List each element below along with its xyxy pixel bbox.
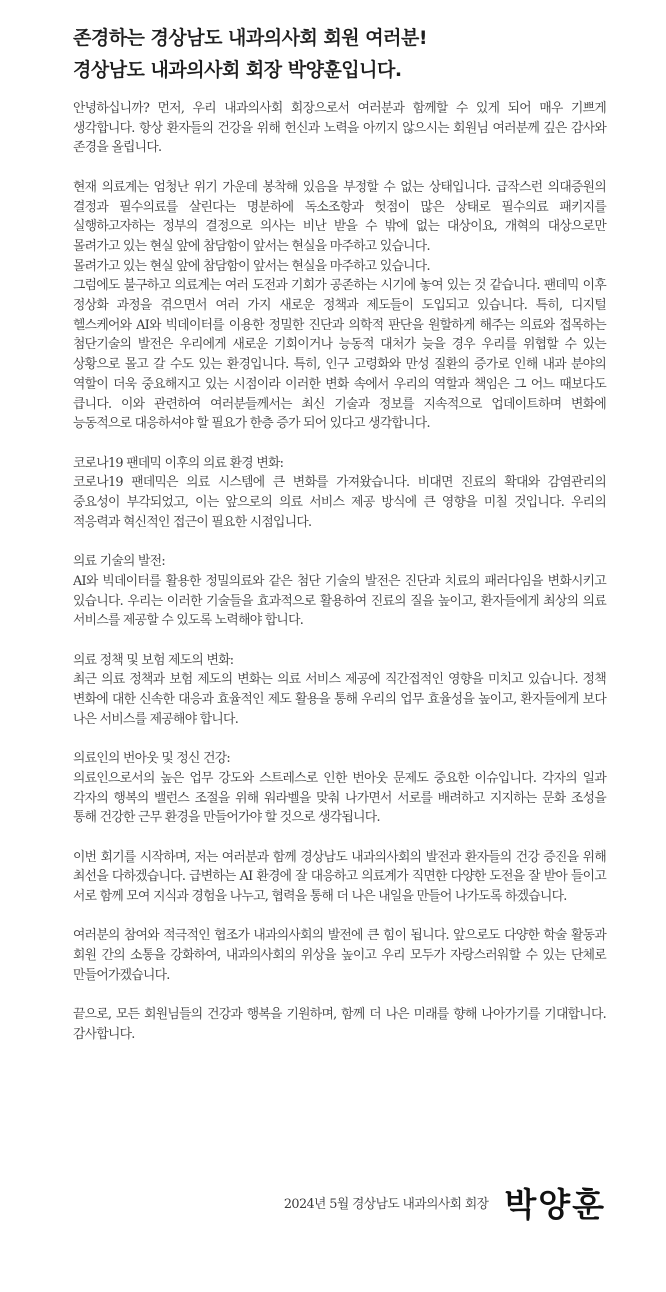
letter-heading [73,22,633,86]
section-title: 코로나19 팬데믹 이후의 의료 환경 변화: [73,455,284,471]
paragraph-greeting: 안녕하십니까? 먼저, 우리 내과의사회 회장으로서 여러분과 함께할 수 있게 되어 매우 기쁘게 생각합니다. 항상 환자들의 건강을 위해 헌신과 노력을 아끼지 않으시는 회원님 여러분께 깊은 감사와 존경을 올립니다. [73,101,606,156]
heading-line-2: 경상남도 내과의사회 회장 박양훈입니다. [73,59,402,81]
section-text: 최근 의료 정책과 보험 제도의 변화는 의료 서비스 제공에 직간접적인 영향을 미치고 있습니다. 정책 변화에 대한 신속한 대응과 효율적인 제도 활용을 통해 우리의 업무 효율성을 높이고, 환자들에게 보다 나은 서비스를 제공해야 합니다. [73,672,606,727]
section-title: 의료 기술의 발전: [73,554,165,570]
section-text: 의료인으로서의 높은 업무 강도와 스트레스로 인한 번아웃 문제도 중요한 이슈입니다. 각자의 일과 각자의 행복의 밸런스 조절을 위해 워라벨을 맞춰 나가면서 서로를 배려하고 지지하는 문화 조성을 통해 건강한 근무 환경을 만들어가야 할 것으로 생각됩니다. [73,770,606,826]
section-pandemic [73,454,606,533]
section-title: 의료 정책 및 보험 제도의 변화: [73,652,234,668]
paragraph-term: 이번 회기를 시작하며, 저는 여러분과 함께 경상남도 내과의사회의 발전과 환자들의 건강 증진을 위해 최선을 다하겠습니다. 급변하는 AI 환경에 잘 대응하고 의료계가 직면한 다양한 도전을 잘 받아 들이고 서로 함께 모여 지식과 경험을 나누고, 협력을 통해 더 나은 내일을 만들어 나가도록 하겠습니다. [73,849,606,905]
paragraph-crisis: 현재 의료계는 엄청난 위기 가운데 봉착해 있음을 부정할 수 없는 상태입니다. 급작스런 의대증원의 결정과 필수의료를 살린다는 명분하에 독소조항과 헛점이 많은 상태로 필수의료 패키지를 실행하고자하는 정부의 결정으로 의사는 비난 받을 수 밖에 없는 대상이요, 개혁의 대상으로만 몰려가고 있는 현실 앞에 참담함이 앞서는 현실을 마주하고 있습니다. [73,179,606,254]
paragraph-thanks: 끝으로, 모든 회원님들의 건강과 행복을 기원하며, 함께 더 나은 미래를 향해 나아가기를 기대합니다. 감사합니다. [73,1007,606,1042]
heading-line-1: 존경하는 경상남도 내과의사회 회원 여러분! [73,27,427,49]
section-text: AI와 빅데이터를 활용한 정밀의료와 같은 첨단 기술의 발전은 진단과 치료의 패러다임을 변화시키고 있습니다. 우리는 이러한 기술들을 효과적으로 활용하여 진료의 질을 높이고, 환자들에게 최상의 의료 서비스를 제공할 수 있도록 노력해야 합니다. [73,573,606,629]
letter-body [73,99,606,1064]
section-text: 코로나19 팬데믹은 의료 시스템에 큰 변화를 가져왔습니다. 비대면 진료의 확대와 감염관리의 중요성이 부각되었고, 이는 앞으로의 의료 서비스 제공 방식에 큰 영향을 미칠 것입니다. 우리의 적응력과 혁신적인 접근이 필요한 시점입니다. [73,475,606,530]
section-policy [73,651,606,730]
signature-block [230,1180,606,1224]
paragraph-opportunity: 그럼에도 불구하고 의료계는 여러 도전과 기회가 공존하는 시기에 놓여 있는 것 같습니다. 팬데믹 이후 정상화 과정을 겪으면서 여러 가지 새로운 정책과 제도들이 도입되고 있습니다. 특히, 디지털 헬스케어와 AI와 빅데이터를 이용한 정밀한 진단과 의학적 판단을 원할하게 해주는 의료와 접목하는 첨단기술의 발전은 우리에게 새로운 기회이거나 능동적 대처가 늦을 경우 우리를 위협할 수 있는 상황으로 몰고 갈 수도 있는 환경입니다. 특히, 인구 고령화와 만성 질환의 증가로 인해 내과 분야의 역할이 더욱 중요해지고 있는 시점이라 이러한 변화 속에서 우리의 역할과 책임은 그 어느 때보다도 큽니다. 이와 관련하여 여러분들께서는 최신 기술과 정보를 지속적으로 업데이트하며 변화에 능동적으로 대응하셔야 할 필요가 한층 증가 되어 있다고 생각합니다. [73,278,606,432]
signature-name: 박양훈 [504,1184,606,1224]
section-technology [73,552,606,631]
section-title: 의료인의 번아웃 및 정신 건강: [73,751,231,767]
section-burnout [73,749,606,828]
signature-date-org: 2024년 5월 경상남도 내과의사회 회장 [283,1196,489,1212]
paragraph-participation: 여러분의 참여와 적극적인 협조가 내과의사회의 발전에 큰 힘이 됩니다. 앞으로도 다양한 학술 활동과 회원 간의 소통을 강화하여, 내과의사회의 위상을 높이고 우리 모두가 자랑스러워할 수 있는 단체로 만들어가겠습니다. [73,928,606,983]
paragraph-crisis-repeat: 몰려가고 있는 현실 앞에 참담함이 앞서는 현실을 마주하고 있습니다. [73,258,430,274]
